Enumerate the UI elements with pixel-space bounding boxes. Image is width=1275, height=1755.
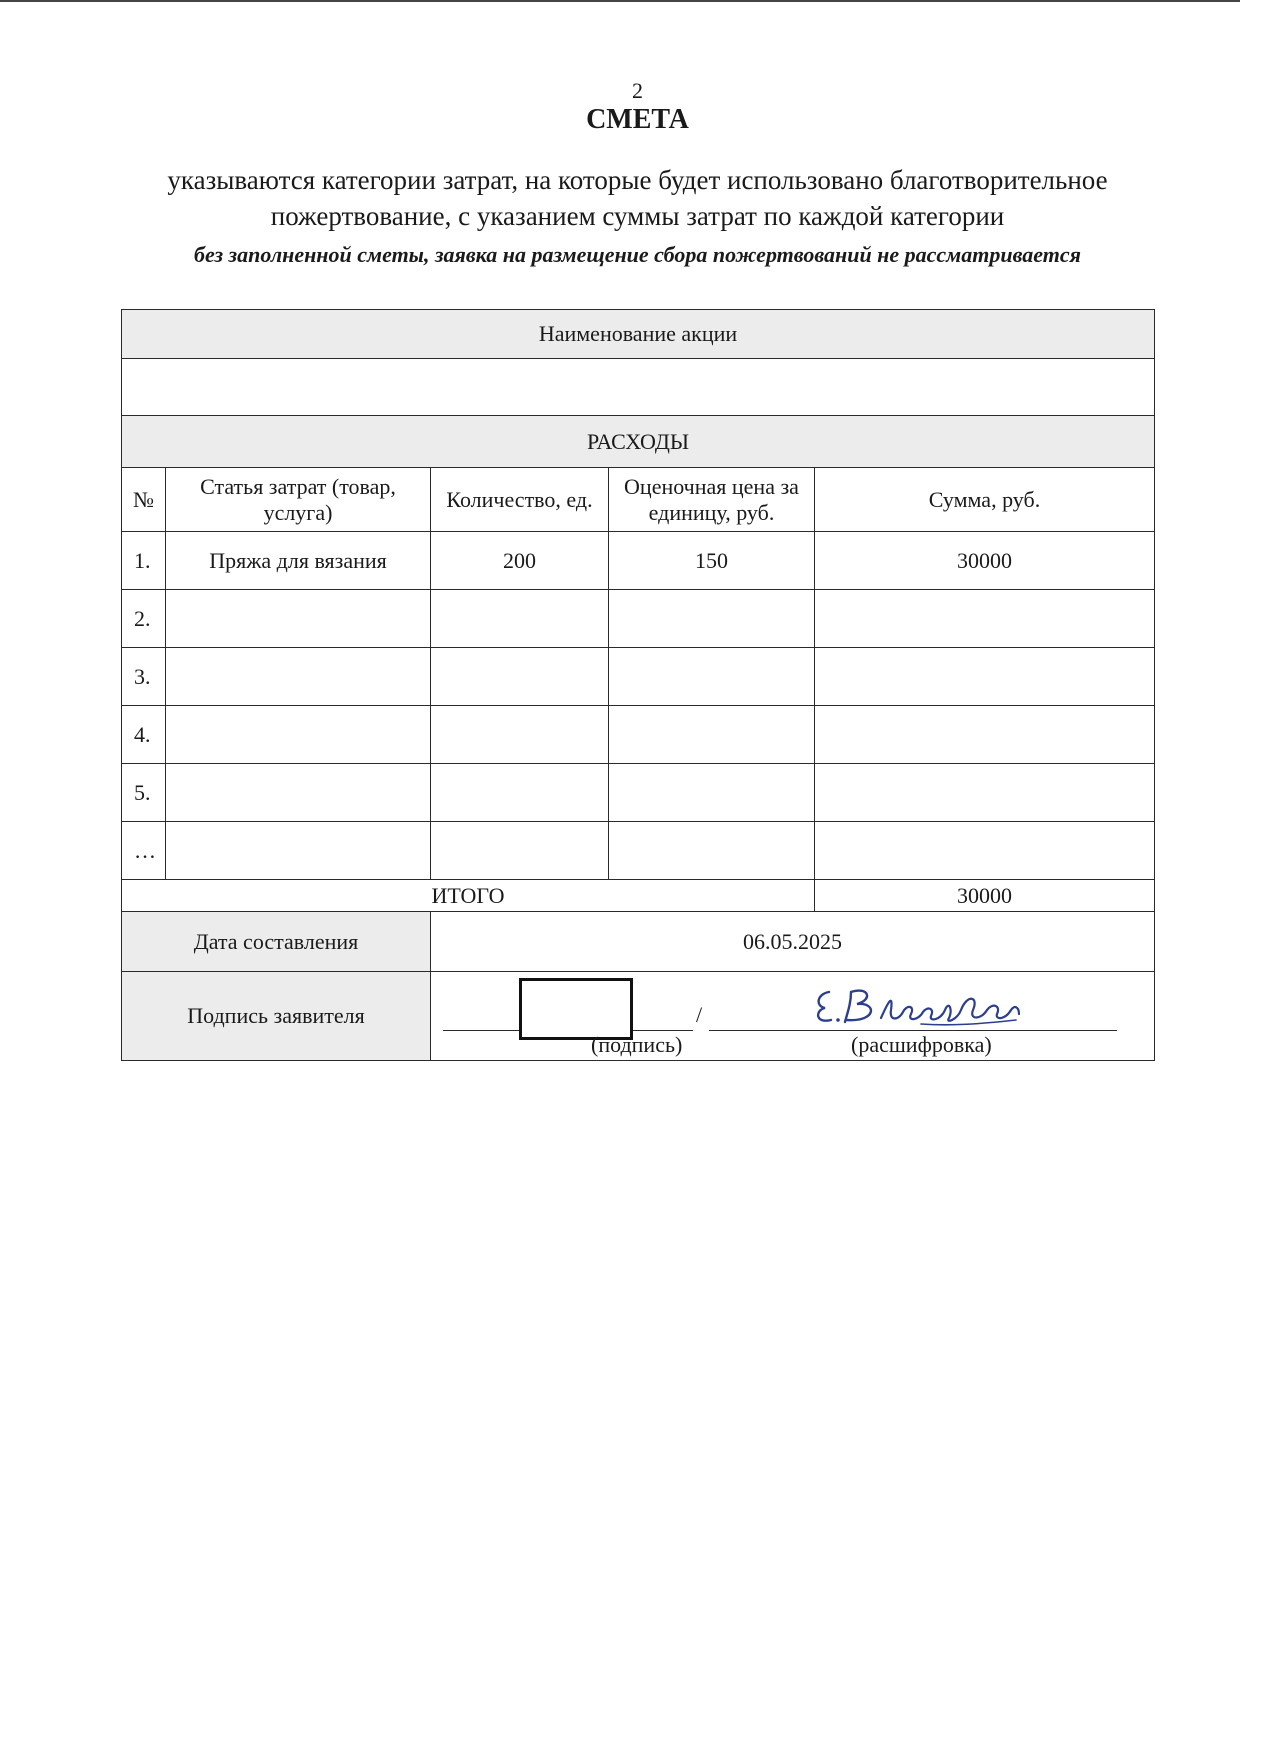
row-qty[interactable] [431,590,609,648]
total-row [122,880,1155,912]
decode-caption: (расшифровка) [851,1032,992,1057]
row-qty[interactable] [431,648,609,706]
col-header-item: Статья затрат (товар, услуга) [166,468,431,532]
date-value: 06.05.2025 [431,912,1155,972]
row-item[interactable] [166,706,431,764]
row-sum[interactable] [815,764,1155,822]
total-value: 30000 [815,880,1155,912]
row-num: 3. [122,648,166,706]
total-label: ИТОГО [122,880,815,912]
row-price[interactable] [609,590,815,648]
table-row [122,532,1155,590]
action-header-row [122,310,1155,359]
date-row [122,912,1155,972]
action-value-row [122,359,1155,416]
col-header-sum: Сумма, руб. [815,468,1155,532]
row-item: Пряжа для вязания [166,532,431,590]
expenses-header-row [122,416,1155,468]
row-item[interactable] [166,822,431,880]
document-title: СМЕТА [586,104,689,135]
row-sum[interactable] [815,648,1155,706]
col-header-qty: Количество, ед. [431,468,609,532]
action-header: Наименование акции [122,310,1155,359]
top-scan-border [0,0,1240,2]
row-price[interactable] [609,764,815,822]
row-num: 1. [122,532,166,590]
row-sum[interactable] [815,822,1155,880]
row-num: 2. [122,590,166,648]
table-row [122,764,1155,822]
warning-text: без заполненной сметы, заявка на размещение сбора пожертвований не рассматривается [194,242,1081,267]
row-sum[interactable] [815,706,1155,764]
redaction-box [519,978,633,1040]
row-price[interactable] [609,706,815,764]
row-price[interactable] [609,648,815,706]
estimate-table [121,309,1155,1061]
row-qty: 200 [431,532,609,590]
page-number: 2 [632,78,643,103]
expenses-header: РАСХОДЫ [122,416,1155,468]
column-header-row [122,468,1155,532]
signature-label: Подпись заявителя [122,972,431,1061]
row-num: 5. [122,764,166,822]
row-item[interactable] [166,648,431,706]
row-qty[interactable] [431,822,609,880]
table-row [122,706,1155,764]
intro-text: указываются категории затрат, на которые будет использовано благотворительное пожертвование, с указанием суммы затрат по каждой категории [167,165,1108,231]
table-row [122,590,1155,648]
col-header-num: № [122,468,166,532]
row-price: 150 [609,532,815,590]
row-item[interactable] [166,590,431,648]
signature-separator: / [696,1002,703,1027]
signature-row [122,972,1155,1061]
signature-caption: (подпись) [591,1032,683,1057]
row-sum[interactable] [815,590,1155,648]
handwritten-signature [811,980,1021,1032]
row-item[interactable] [166,764,431,822]
table-row [122,822,1155,880]
date-label: Дата составления [122,912,431,972]
row-qty[interactable] [431,706,609,764]
row-qty[interactable] [431,764,609,822]
row-num: 4. [122,706,166,764]
signature-area [431,972,1154,1060]
table-row [122,648,1155,706]
signature-cell [431,972,1155,1061]
action-value-field[interactable] [122,359,1155,416]
col-header-price: Оценочная цена за единицу, руб. [609,468,815,532]
row-num: … [122,822,166,880]
row-sum: 30000 [815,532,1155,590]
row-price[interactable] [609,822,815,880]
